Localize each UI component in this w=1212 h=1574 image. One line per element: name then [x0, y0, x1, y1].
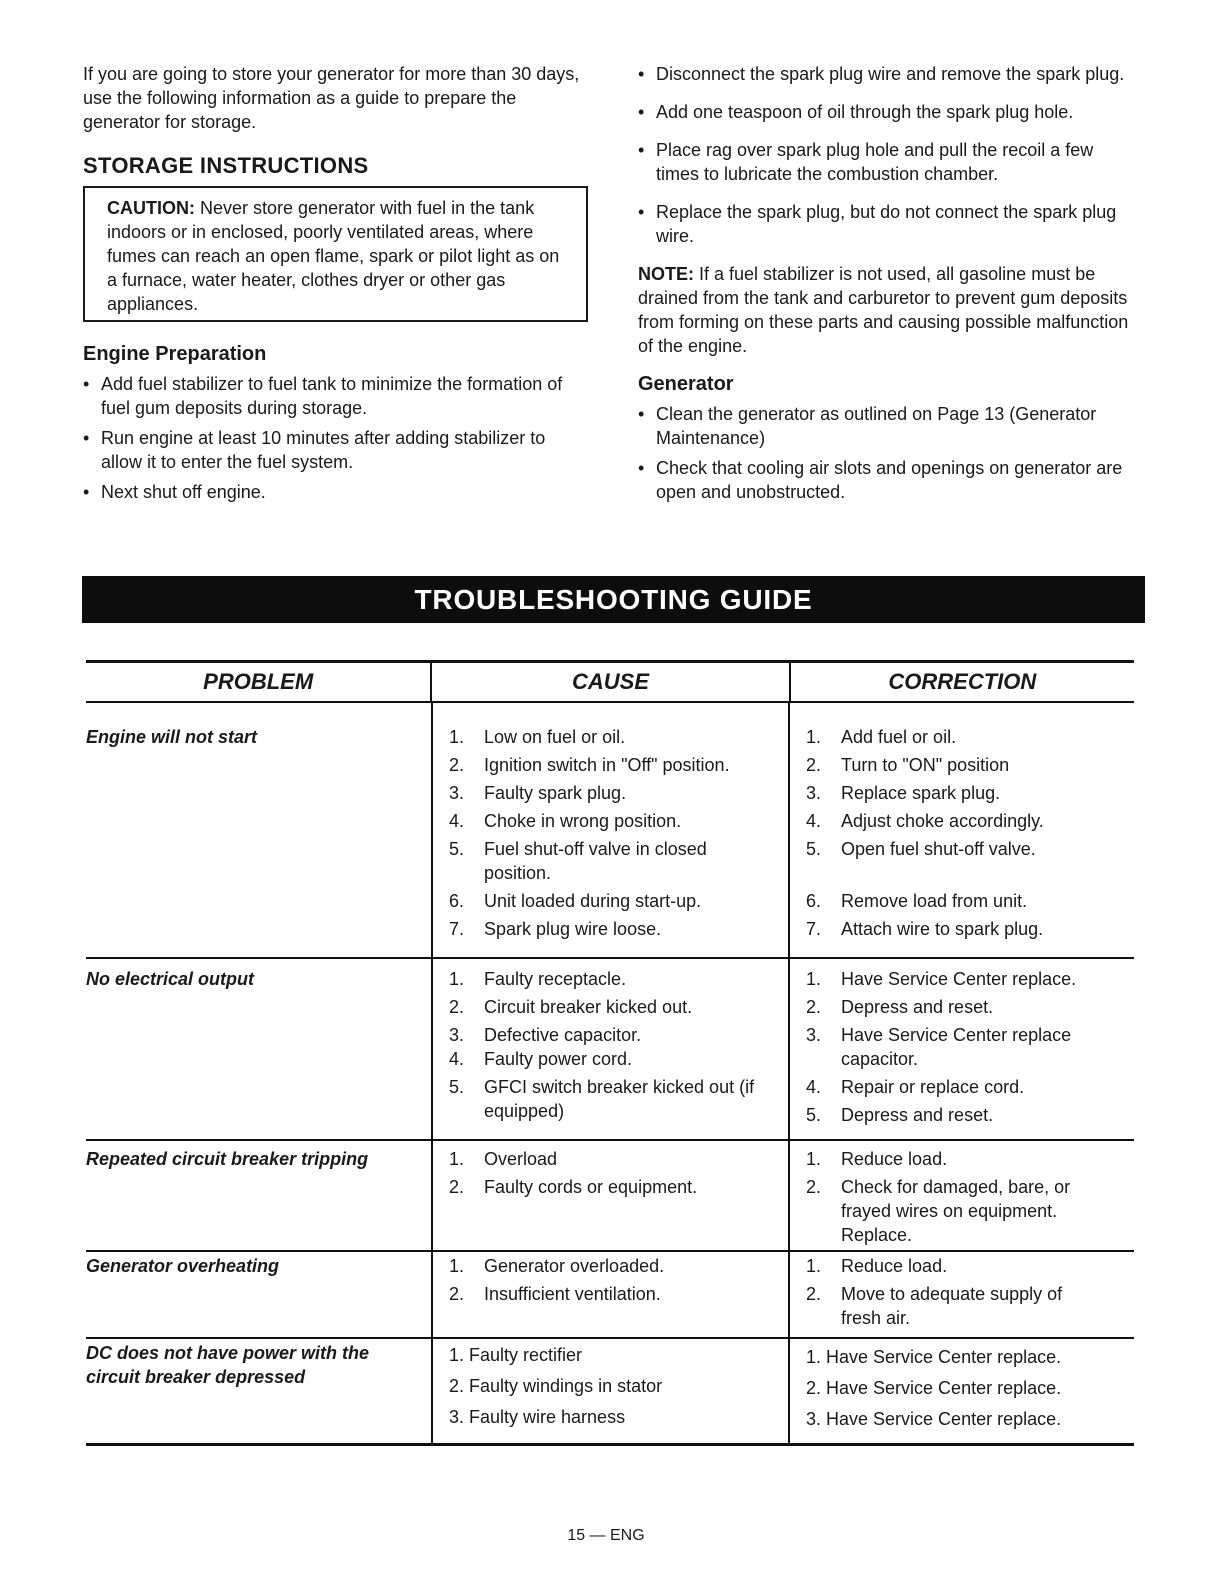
item-number: 2.	[806, 1177, 822, 1197]
item-text: Attach wire to spark plug.	[841, 919, 1044, 939]
item-text: Depress and reset.	[841, 1105, 994, 1125]
caution-label: CAUTION:	[107, 198, 195, 218]
item-text: 3. Faulty wire harness	[449, 1407, 626, 1427]
item-number: 5.	[806, 839, 822, 859]
item-number: 2.	[449, 997, 465, 1017]
generator-title: Generator	[638, 373, 734, 395]
storage-column	[83, 62, 588, 510]
item-text: Defective capacitor.	[484, 1025, 642, 1045]
problem-cell: Repeated circuit breaker tripping	[86, 1149, 369, 1169]
engine-prep-title: Engine Preparation	[83, 343, 267, 365]
storage-intro: If you are going to store your generator for more than 30 days, use the following information as a guide to prepare the generator for storage.	[83, 64, 580, 132]
item-number: 1.	[806, 1149, 822, 1169]
item-number: 1.	[449, 969, 465, 989]
item-number: 1.	[449, 1256, 465, 1276]
engine-prep-list	[83, 372, 588, 504]
header-cause: CAUSE	[430, 663, 788, 701]
list-item: • Disconnect the spark plug wire and remove the spark plug.	[638, 62, 1138, 86]
item-text: Repair or replace cord.	[841, 1077, 1025, 1097]
item-text: Insufficient ventilation.	[484, 1284, 661, 1304]
item-text: Reduce load.	[841, 1256, 948, 1276]
item-text: Faulty receptacle.	[484, 969, 627, 989]
item-number: 2.	[806, 1284, 822, 1304]
item-text: Depress and reset.	[841, 997, 994, 1017]
item-number: 1.	[806, 969, 822, 989]
list-item: • Check that cooling air slots and openings on generator are open and unobstructed.	[638, 456, 1138, 504]
item-number: 5.	[806, 1105, 822, 1125]
cause-cell	[431, 959, 788, 1139]
item-text: Faulty power cord.	[484, 1049, 633, 1069]
item-text: 3. Have Service Center replace.	[806, 1409, 1062, 1429]
storage-title: STORAGE INSTRUCTIONS	[83, 153, 369, 178]
item-text: Check for damaged, bare, or frayed wires on equipment. Replace.	[841, 1177, 1071, 1245]
item-text: Faulty cords or equipment.	[484, 1177, 698, 1197]
item-number: 5.	[449, 1077, 465, 1097]
item-number: 1.	[806, 727, 822, 747]
correction-cell	[788, 703, 1132, 957]
item-text: Replace spark plug.	[841, 783, 1001, 803]
header-problem: PROBLEM	[203, 669, 314, 694]
item-text: Ignition switch in "Off" position.	[484, 755, 730, 775]
item-number: 2.	[449, 1284, 465, 1304]
problem-cell: Generator overheating	[86, 1256, 280, 1276]
list-item: • Next shut off engine.	[83, 480, 588, 504]
item-text: 2. Faulty windings in stator	[449, 1376, 663, 1396]
item-text: Generator overloaded.	[484, 1256, 665, 1276]
item-number: 4.	[449, 1049, 465, 1069]
cause-cell	[431, 703, 788, 957]
item-text: Adjust choke accordingly.	[841, 811, 1044, 831]
correction-cell	[788, 1339, 1132, 1443]
item-number: 3.	[449, 1025, 465, 1045]
header-correction: CORRECTION	[789, 663, 1134, 701]
table-row	[86, 1339, 1134, 1446]
cause-cell	[431, 1252, 788, 1337]
table-header	[86, 660, 1134, 703]
item-number: 2.	[449, 1177, 465, 1197]
item-text: 1. Have Service Center replace.	[806, 1347, 1062, 1367]
table-row	[86, 1252, 1134, 1339]
correction-cell	[788, 1141, 1132, 1250]
cause-cell	[431, 1141, 788, 1250]
item-text: Faulty spark plug.	[484, 783, 627, 803]
item-number: 4.	[806, 811, 822, 831]
item-number: 2.	[806, 997, 822, 1017]
item-number: 6.	[449, 891, 465, 911]
list-item: • Add one teaspoon of oil through the spark plug hole.	[638, 100, 1138, 124]
generator-list	[638, 402, 1138, 504]
item-number: 1.	[806, 1256, 822, 1276]
item-text: Open fuel shut-off valve.	[841, 839, 1036, 859]
item-text: 2. Have Service Center replace.	[806, 1378, 1062, 1398]
note-text: If a fuel stabilizer is not used, all gasoline must be drained from the tank and carburetor to prevent gum deposits from forming on these parts and causing possible malfunction of the engine.	[638, 264, 1129, 356]
problem-cell: Engine will not start	[86, 727, 258, 747]
problem-cell: DC does not have power with the circuit breaker depressed	[86, 1343, 370, 1387]
item-number: 1.	[449, 727, 465, 747]
troubleshooting-banner: TROUBLESHOOTING GUIDE	[82, 576, 1145, 623]
list-item: • Add fuel stabilizer to fuel tank to minimize the formation of fuel gum deposits during storage.	[83, 372, 588, 420]
item-number: 2.	[449, 755, 465, 775]
item-text: Fuel shut-off valve in closed position.	[484, 839, 707, 883]
cause-cell	[431, 1339, 788, 1443]
item-text: Circuit breaker kicked out.	[484, 997, 693, 1017]
item-number: 6.	[806, 891, 822, 911]
table-row	[86, 959, 1134, 1141]
item-text: Spark plug wire loose.	[484, 919, 662, 939]
troubleshooting-table	[86, 660, 1134, 1446]
table-row	[86, 1141, 1134, 1252]
caution-text: Never store generator with fuel in the tank indoors or in enclosed, poorly ventilated areas, where fumes can reach an open flame, spark or pilot light as on a furnace, water heater, clothes dryer or other gas appliances.	[107, 198, 560, 314]
item-text: Overload	[484, 1149, 558, 1169]
list-item: • Place rag over spark plug hole and pull the recoil a few times to lubricate the combustion chamber.	[638, 138, 1138, 186]
note	[638, 262, 1138, 358]
item-text: Remove load from unit.	[841, 891, 1028, 911]
item-text: Choke in wrong position.	[484, 811, 682, 831]
list-item: • Replace the spark plug, but do not connect the spark plug wire.	[638, 200, 1138, 248]
item-text: Have Service Center replace.	[841, 969, 1077, 989]
correction-cell	[788, 959, 1132, 1139]
item-number: 3.	[806, 783, 822, 803]
page-footer: 15 — ENG	[567, 1527, 645, 1544]
item-number: 7.	[449, 919, 465, 939]
item-number: 1.	[449, 1149, 465, 1169]
item-number: 2.	[806, 755, 822, 775]
problem-cell: No electrical output	[86, 969, 255, 989]
item-text: Reduce load.	[841, 1149, 948, 1169]
item-text: Low on fuel or oil.	[484, 727, 626, 747]
item-number: 7.	[806, 919, 822, 939]
storage-steps-column	[638, 62, 1138, 510]
spark-plug-list	[638, 62, 1138, 248]
note-label: NOTE:	[638, 264, 694, 284]
item-number: 4.	[806, 1077, 822, 1097]
item-text: 1. Faulty rectifier	[449, 1345, 583, 1365]
caution-box	[83, 186, 588, 322]
correction-cell	[788, 1252, 1132, 1337]
item-text: Add fuel or oil.	[841, 727, 957, 747]
item-number: 3.	[449, 783, 465, 803]
table-row	[86, 703, 1134, 959]
item-text: Move to adequate supply of fresh air.	[841, 1284, 1063, 1328]
item-text: GFCI switch breaker kicked out (if equipped)	[484, 1077, 755, 1121]
list-item: • Run engine at least 10 minutes after adding stabilizer to allow it to enter the fuel system.	[83, 426, 588, 474]
item-number: 5.	[449, 839, 465, 859]
item-text: Turn to "ON" position	[841, 755, 1010, 775]
item-number: 4.	[449, 811, 465, 831]
list-item: • Clean the generator as outlined on Page 13 (Generator Maintenance)	[638, 402, 1138, 450]
item-text: Unit loaded during start-up.	[484, 891, 702, 911]
item-number: 3.	[806, 1025, 822, 1045]
item-text: Have Service Center replace capacitor.	[841, 1025, 1072, 1069]
